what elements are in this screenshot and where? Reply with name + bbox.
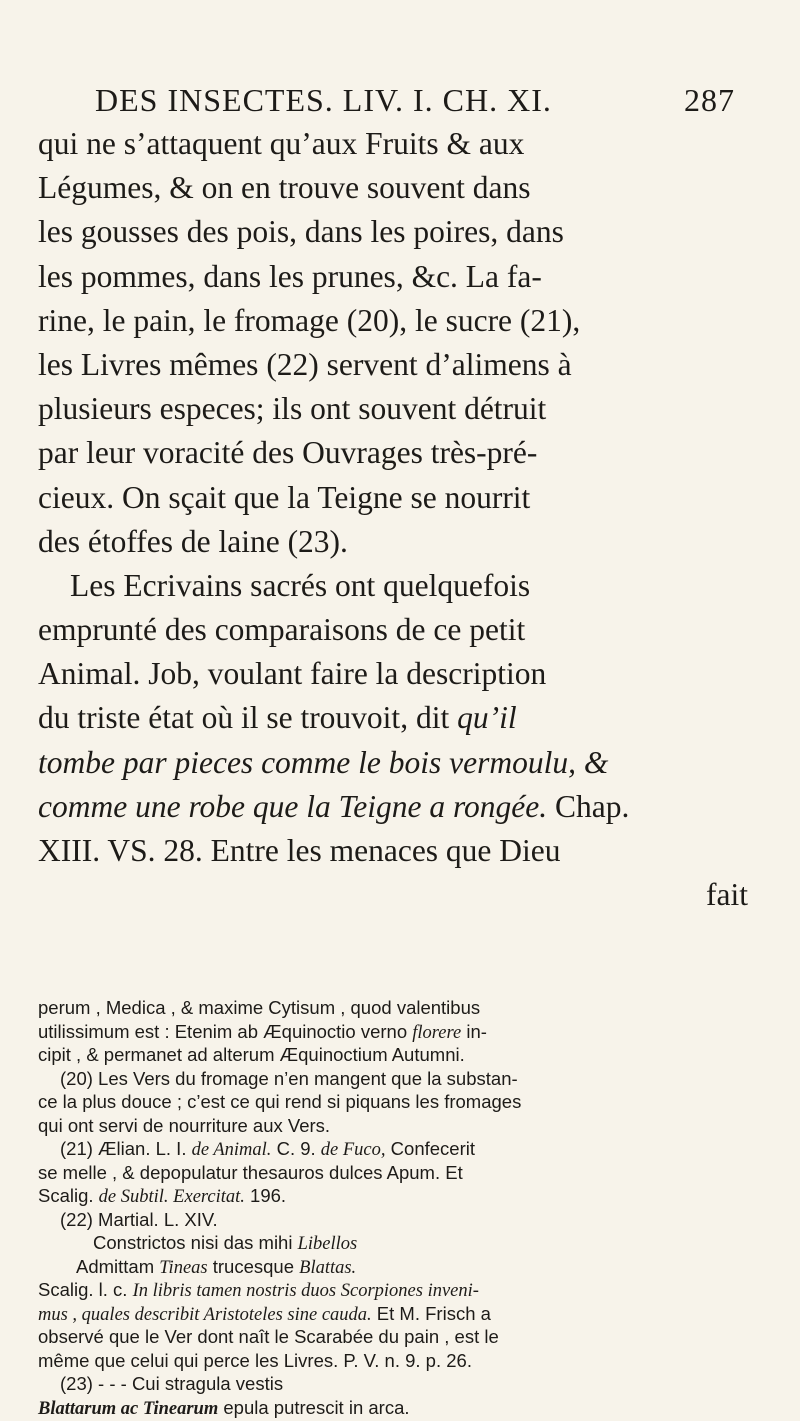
note-line: observé que le Ver dont naît le Scarabée du pain , est le [38,1326,499,1347]
note-italic: Blattarum ac Tinearum [38,1398,219,1419]
page-number: 287 [684,82,735,118]
running-title: DES INSECTES. LIV. I. CH. XI. [95,82,552,118]
note-italic: florere [412,1022,462,1043]
note-italic: Blattas. [299,1257,357,1278]
note-line [38,1396,750,1420]
note-segment: utilissimum est : Etenim ab Æquinoctio verno [38,1020,413,1042]
note-segment: in- [461,1020,487,1042]
note-segment: 196. [244,1185,287,1206]
note-line [38,1184,750,1208]
note-line [38,1137,750,1161]
text-line: les Livres mêmes (22) servent d’alimens à [38,346,572,382]
italic-quote: comme une robe que la Teigne a rongée. [38,788,548,824]
note-segment: Scalig. l. c. [38,1279,133,1300]
verse-line [38,1231,750,1255]
text-line: emprunté des comparaisons de ce petit [38,612,526,648]
note-line: se melle , & depopulatur thesauros dulces Apum. Et [38,1161,463,1183]
note-line: (20) Les Vers du fromage n’en mangent que la substan- [60,1067,518,1089]
note-segment: epula putrescit in arca. [218,1396,410,1418]
note-segment: Confecerit [385,1138,475,1159]
note-line: (22) Martial. L. XIV. [60,1208,218,1230]
note-segment: Admittam [76,1255,160,1277]
note-line: qui ont servi de nourriture aux Vers. [38,1114,331,1136]
note-italic: de Animal. [191,1140,272,1160]
text-segment: Chap. [547,788,630,824]
note-italic: mus , quales describit Aristoteles sine cauda. [38,1304,372,1325]
text-line: les gousses des pois, dans les poires, dans [38,214,564,250]
note-italic: Tineas [159,1257,208,1278]
note-line [38,1302,750,1326]
note-segment: Constrictos nisi das mihi [93,1232,298,1253]
text-line: les pommes, dans les prunes, &c. La fa- [38,258,542,294]
text-line: plusieurs especes; ils ont souvent détruit [38,391,547,427]
text-line: Les Ecrivains sacrés ont quelquefois [70,567,531,603]
note-italic: Libellos [297,1234,358,1254]
note-italic: de Fuco, [320,1140,386,1160]
catchword: fait [706,877,748,913]
text-line: Légumes, & on en trouve souvent dans [38,170,531,206]
text-segment: du triste état où il se trouvoit, dit [38,700,458,736]
note-italic: de Subtil. Exercitat. [98,1187,245,1207]
verse-line [38,1255,750,1279]
text-line: qui ne s’attaquent qu’aux Fruits & aux [38,126,525,161]
note-segment: C. 9. [271,1138,321,1159]
note-line [38,1020,750,1044]
note-segment: Scalig. [38,1185,99,1206]
main-text [38,122,748,917]
text-line [38,785,748,829]
note-segment: (21) Ælian. L. I. [60,1138,192,1159]
text-line: par leur voracité des Ouvrages très-pré- [38,435,538,471]
note-segment: Et M. Frisch a [371,1302,491,1324]
italic-quote-line: tombe par pieces comme le bois vermoulu, & [38,744,609,780]
note-line [38,1278,750,1302]
note-line: (23) - - - Cui stragula vestis [60,1373,284,1394]
text-line: XIII. VS. 28. Entre les menaces que Dieu [38,833,561,868]
note-line: perum , Medica , & maxime Cytisum , quod valentibus [38,997,481,1018]
text-line: Animal. Job, voulant faire la description [38,656,547,692]
note-italic: In libris tamen nostris duos Scorpiones inveni- [132,1281,479,1301]
text-line [38,696,748,740]
footnotes [38,996,750,1419]
running-header [95,82,735,122]
text-line: des étoffes de laine (23). [38,523,348,559]
note-segment: trucesque [207,1255,300,1277]
italic-quote: qu’il [457,700,517,736]
note-line: ce la plus douce ; c’est ce qui rend si piquans les fromages [38,1091,522,1112]
text-line: cieux. On sçait que la Teigne se nourrit [38,479,531,515]
note-line: cipit , & permanet ad alterum Æquinoctium Autumni. [38,1044,465,1065]
text-line: rine, le pain, le fromage (20), le sucre (21), [38,302,581,338]
note-line: même que celui qui perce les Livres. P. V. n. 9. p. 26. [38,1349,472,1371]
